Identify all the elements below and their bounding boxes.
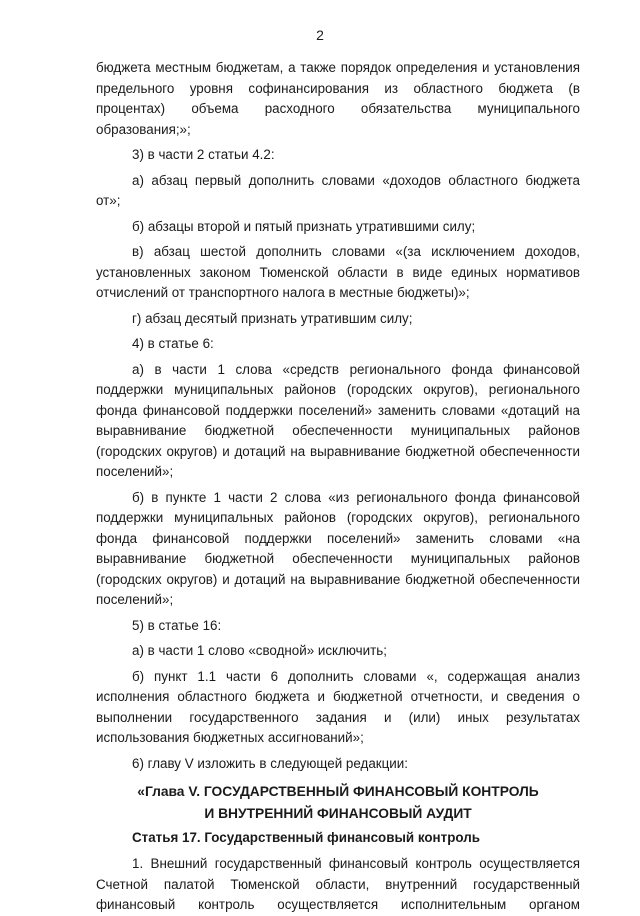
paragraph-item-4: 4) в статье 6: bbox=[132, 336, 214, 351]
paragraph-item-5b: б) пункт 1.1 части 6 дополнить словами «, содержащая анализ исполнения областного бюджета и бюджетной отчетности, и сведения о выполнении государственного задания и (или) иных результатах использования бюджетных ассигнований»; bbox=[96, 668, 580, 745]
paragraph-item-5: 5) в статье 16: bbox=[132, 617, 222, 633]
article-paragraph-1: 1. Внешний государственный финансовый контроль осуществляется Счетной палатой Тюменской области, внутренний государственный финансовый контроль осуществляется исполнительным органом bbox=[96, 856, 580, 912]
paragraph-item-4a: а) в части 1 слова «средств регионального фонда финансовой поддержки муниципальных районов (городских округов), регионального фонда финансовой поддержки поселений» заменить словами «дотаций на выравнивание бюджетной обеспеченности муниципальных районов (городских округов) и дотаций на выравнивание бюджетной обеспеченности поселений»; bbox=[96, 361, 580, 479]
paragraph-item-3: 3) в части 2 статьи 4.2: bbox=[132, 147, 275, 162]
paragraph-continuation: бюджета местным бюджетам, а также порядок определения и установления предельного уровня софинансирования из областного бюджета (в процентах) объема расходного обязательства муниципального образования;»; bbox=[96, 60, 580, 137]
paragraph-item-3b: б) абзацы второй и пятый признать утратившими силу; bbox=[132, 218, 476, 234]
chapter-heading-line-1: «Глава V. ГОСУДАРСТВЕННЫЙ ФИНАНСОВЫЙ КОНТРОЛЬ bbox=[137, 784, 539, 799]
document-body bbox=[96, 58, 580, 916]
paragraph-item-3v: в) абзац шестой дополнить словами «(за исключением доходов, установленных законом Тюменской области в виде единых нормативов отчислений от транспортного налога в местные бюджеты)»; bbox=[96, 244, 580, 300]
paragraph-item-6: 6) главу V изложить в следующей редакции: bbox=[132, 755, 408, 771]
paragraph-item-3g: г) абзац десятый признать утратившим силу; bbox=[132, 310, 413, 326]
paragraph-item-5a: а) в части 1 слово «сводной» исключить; bbox=[132, 643, 387, 658]
article-title: Статья 17. Государственный финансовый контроль bbox=[132, 830, 480, 845]
chapter-heading bbox=[96, 781, 580, 825]
paragraph-item-4b: б) в пункте 1 части 2 слова «из регионального фонда финансовой поддержки муниципальных районов (городских округов), регионального фонда финансовой поддержки поселений» заменить словами «на выравнивание бюджетной обеспеченности муниципальных районов (городских округов) и дотаций на выравнивание бюджетной обеспеченности поселений»; bbox=[96, 489, 580, 607]
page-number: 2 bbox=[316, 27, 324, 43]
paragraph-item-3a: а) абзац первый дополнить словами «доходов областного бюджета от»; bbox=[96, 172, 580, 208]
chapter-heading-line-2: И ВНУТРЕННИЙ ФИНАНСОВЫЙ АУДИТ bbox=[204, 806, 472, 821]
